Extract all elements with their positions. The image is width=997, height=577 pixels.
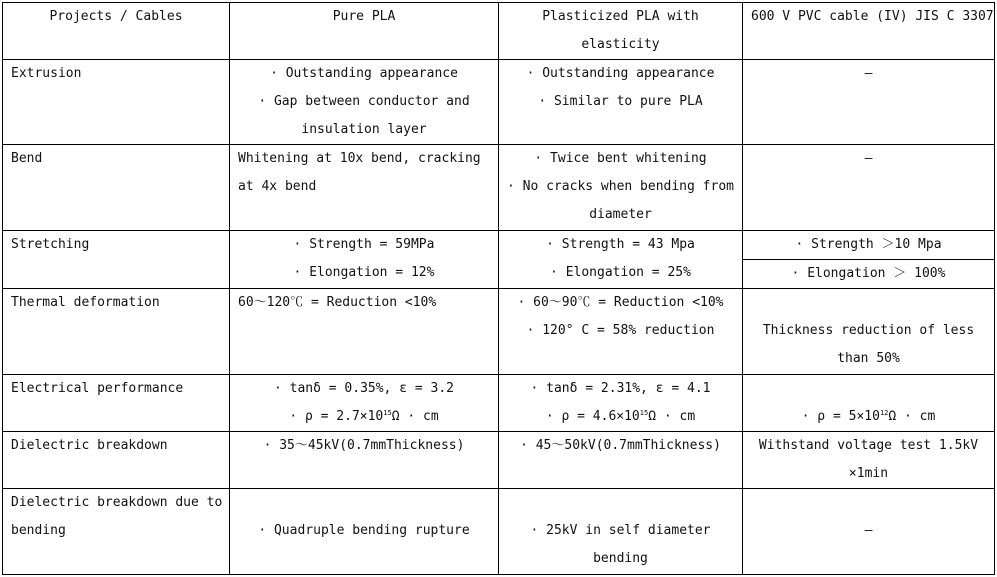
cell-plasticized-pla: · Outstanding appearance · Similar to pure PLA: [499, 60, 743, 145]
cell-pvc-elongation: · Elongation ＞ 100%: [743, 260, 995, 289]
cell-plasticized-pla: · 60～90℃ = Reduction <10% · 120° C = 58% reduction: [499, 289, 743, 375]
cell-pure-pla: Whitening at 10x bend, cracking at 4x bend: [230, 145, 499, 231]
table-row-stretching: [3, 231, 995, 260]
cell-plasticized-pla: · Twice bent whitening · No cracks when bending from diameter: [499, 145, 743, 231]
header-cell-plasticized-pla: Plasticized PLA with elasticity: [499, 3, 743, 60]
header-row: [3, 3, 995, 60]
row-label: Dielectric breakdown due to bending: [3, 489, 230, 575]
row-label: Extrusion: [3, 60, 230, 145]
cell-pvc-cable: · $\rho = 5\times 10^{12}\Omega$ · cm: [743, 375, 995, 432]
table-row-thermal: [3, 289, 995, 375]
row-label: Electrical performance: [3, 375, 230, 432]
cell-plasticized-pla: · 25kV in self diameter bending: [499, 489, 743, 575]
cell-plasticized-pla: · Strength = 43 Mpa · Elongation = 25%: [499, 231, 743, 289]
cell-pure-pla: 60～120℃ = Reduction <10%: [230, 289, 499, 375]
row-label: Stretching: [3, 231, 230, 289]
comparison-table: [2, 2, 995, 575]
cell-pvc-cable: —: [743, 145, 995, 231]
cell-pvc-strength: · Strength ＞10 Mpa: [743, 231, 995, 260]
row-label: Bend: [3, 145, 230, 231]
cell-pure-pla: · 35～45kV(0.7mmThickness): [230, 432, 499, 489]
table-row-extrusion: [3, 60, 995, 145]
cell-pvc-cable: —: [743, 60, 995, 145]
table-row-electrical: [3, 375, 995, 432]
cell-pure-pla: · Outstanding appearance · Gap between conductor and insulation layer: [230, 60, 499, 145]
cell-pure-pla: · Quadruple bending rupture: [230, 489, 499, 575]
cell-pure-pla: · tanδ = 0.35%, ε = 3.2 · $\rho = 2.7\times 10^{15}\Omega$ · cm: [230, 375, 499, 432]
table-row-dielectric-bending: [3, 489, 995, 575]
cell-pvc-cable: —: [743, 489, 995, 575]
row-label: Thermal deformation: [3, 289, 230, 375]
header-cell-projects: Projects / Cables: [3, 3, 230, 60]
cell-plasticized-pla: · 45～50kV(0.7mmThickness): [499, 432, 743, 489]
cell-pvc-cable: Withstand voltage test 1.5kV ×1min: [743, 432, 995, 489]
row-label: Dielectric breakdown: [3, 432, 230, 489]
table-row-dielectric: [3, 432, 995, 489]
cell-pvc-cable: Thickness reduction of less than 50%: [743, 289, 995, 375]
cell-plasticized-pla: · tanδ = 2.31%, ε = 4.1 · $\rho = 4.6\times 10^{15}\Omega$ · cm: [499, 375, 743, 432]
header-cell-pure-pla: Pure PLA: [230, 3, 499, 60]
table-row-bend: [3, 145, 995, 231]
header-cell-pvc-cable: 600 V PVC cable (IV) JIS C 3307: [743, 3, 995, 60]
cell-pure-pla: · Strength = 59MPa · Elongation = 12%: [230, 231, 499, 289]
